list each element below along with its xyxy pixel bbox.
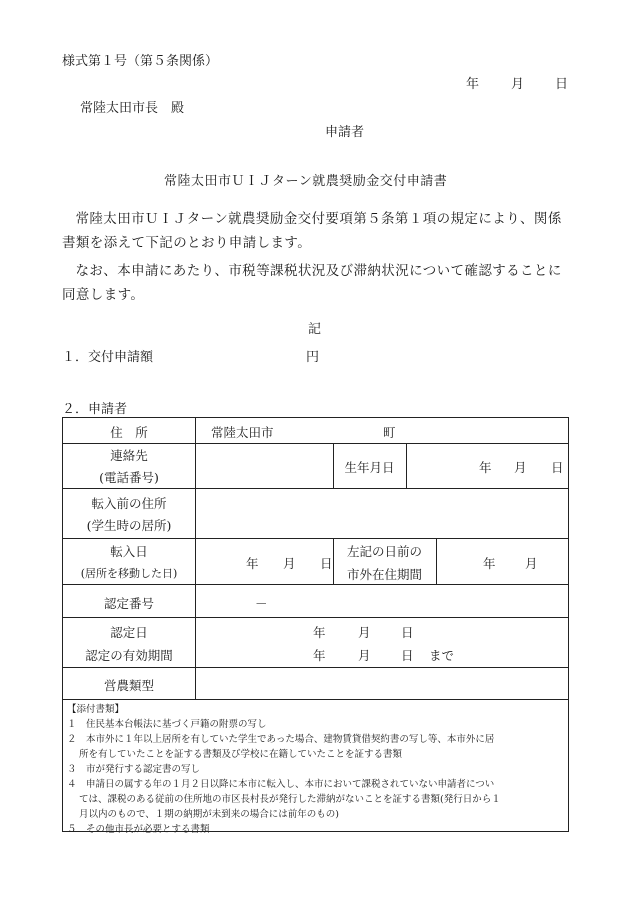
move-date-sub: (居所を移動した日) xyxy=(80,567,178,580)
birth-label: 生年月日 xyxy=(344,460,395,475)
address-label: 住 所 xyxy=(110,425,148,440)
birth-year: 年 xyxy=(479,460,492,475)
address-town: 町 xyxy=(383,425,396,440)
address-city: 常陸太田市 xyxy=(211,425,274,440)
applicant-label: 申請者 xyxy=(325,125,365,140)
attachment-item: ５ その他市長が必要とする書類 xyxy=(67,824,210,835)
applicant-table xyxy=(62,417,569,700)
col-divider xyxy=(195,418,196,699)
contact-label: 連絡先 xyxy=(110,448,148,463)
prev-address-label: 転入前の住所 xyxy=(91,496,167,511)
farming-type-label: 営農類型 xyxy=(103,678,154,693)
row-divider xyxy=(63,617,568,618)
cert-period-day: 日 xyxy=(401,648,414,663)
cert-date-year: 年 xyxy=(313,625,326,640)
item1-label: １．交付申請額 xyxy=(62,350,154,365)
cert-number-value: － xyxy=(255,596,268,611)
outside-period-label-1: 左記の日前の xyxy=(346,544,422,559)
row-divider xyxy=(63,667,568,668)
attachment-item: １ 住民基本台帳法に基づく戸籍の附票の写し xyxy=(67,719,267,730)
item1-unit: 円 xyxy=(306,350,320,365)
document-title: 常陸太田市ＵＩＪターン就農奨励金交付申請書 xyxy=(164,174,448,189)
cert-number-label: 認定番号 xyxy=(103,596,154,611)
col-divider xyxy=(406,443,407,488)
date-year: 年 xyxy=(466,77,480,92)
row-divider xyxy=(63,584,568,585)
form-number: 様式第１号（第５条関係） xyxy=(62,54,219,69)
cert-date-day: 日 xyxy=(401,625,414,640)
cert-period-label: 認定の有効期間 xyxy=(85,648,173,663)
outside-year: 年 xyxy=(483,556,496,571)
row-divider xyxy=(63,443,568,444)
paragraph-2: なお、本申請にあたり、市税等課税状況及び滞納状況について確認することに同意します。 xyxy=(62,263,562,303)
attachments-header: 【添付書類】 xyxy=(67,704,125,715)
paragraph-1: 常陸太田市ＵＩＪターン就農奨励金交付要項第５条第１項の規定により、関係書類を添えて下記のとおり申請します。 xyxy=(62,211,562,251)
row-divider xyxy=(63,488,568,489)
row-divider xyxy=(63,538,568,539)
cert-period-month: 月 xyxy=(358,648,371,663)
date-month: 月 xyxy=(511,77,525,92)
cert-period-year: 年 xyxy=(313,648,326,663)
item2-label: ２．申請者 xyxy=(62,402,128,417)
attachment-item-cont: 月以内のもので、１期の納期が未到来の場合には前年のもの) xyxy=(79,809,340,820)
ki-label: 記 xyxy=(308,322,322,337)
date-day: 日 xyxy=(555,77,569,92)
addressee: 常陸太田市長 殿 xyxy=(80,101,185,116)
birth-day: 日 xyxy=(551,460,564,475)
attachment-item-cont: 所を有していたことを証する書類及び学校に在籍していたことを証する書類 xyxy=(79,749,403,760)
contact-sub: (電話番号) xyxy=(99,470,159,485)
cert-period-until: まで xyxy=(429,648,455,663)
outside-period-label-2: 市外在住期間 xyxy=(346,567,422,582)
attachment-item: ２ 本市外に１年以上居所を有していた学生であった場合、建物賃貸借契約書の写し等、本市外に居 xyxy=(67,734,495,745)
outside-month: 月 xyxy=(525,556,538,571)
cert-date-month: 月 xyxy=(358,625,371,640)
cert-date-label: 認定日 xyxy=(110,625,148,640)
attachment-item-cont: ては、課税のある従前の住所地の市区長村長が発行した滞納がないことを証する書類(発行日から１ xyxy=(79,794,501,805)
move-year: 年 xyxy=(246,556,259,571)
move-month: 月 xyxy=(283,556,296,571)
attachment-item: ４ 申請日の属する年の１月２日以降に本市に転入し、本市において課税されていない申請者につい xyxy=(67,779,495,790)
col-divider xyxy=(436,538,437,584)
move-date-label: 転入日 xyxy=(110,544,148,559)
attachments-box xyxy=(62,700,569,835)
move-day: 日 xyxy=(320,556,333,571)
attachment-item: ３ 市が発行する認定書の写し xyxy=(67,764,201,775)
birth-month: 月 xyxy=(514,460,527,475)
prev-address-sub: (学生時の居所) xyxy=(86,518,172,533)
